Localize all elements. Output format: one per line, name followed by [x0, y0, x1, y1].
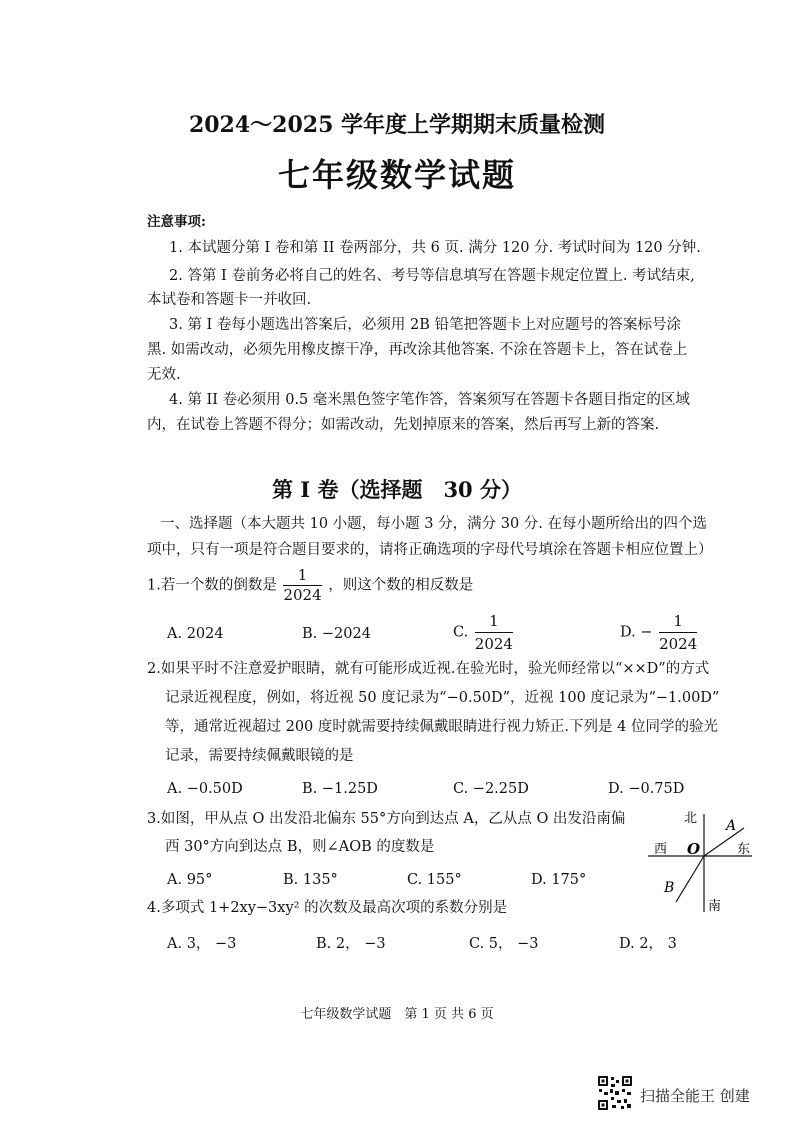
question-2-line-3: 等，通常近视超过 200 度时就需要持续佩戴眼睛进行视力矫正.下列是 4 位同学的验光 — [165, 719, 718, 735]
q1-stem-start: 1.若一个数的倒数是 — [147, 577, 277, 594]
q1-option-c — [453, 612, 515, 653]
fig-east-label: 东 — [737, 842, 751, 857]
section-title: 第 I 卷（选择题 30 分） — [272, 477, 522, 502]
q1-option-c-label: C. — [453, 624, 469, 641]
qr-code-icon — [597, 1075, 633, 1111]
q4-option-d: D. 2， 3 — [619, 936, 677, 952]
page-footer: 七年级数学试题 第 1 页 共 6 页 — [300, 1007, 494, 1022]
q1-fraction — [283, 568, 321, 603]
q4-option-c: C. 5， −3 — [469, 936, 539, 952]
q2-option-d: D. −0.75D — [608, 781, 685, 797]
q2-option-c: C. −2.25D — [453, 781, 529, 797]
q3-option-a: A. 95° — [167, 872, 213, 888]
note-4-line-1: 4. 第 II 卷必须用 0.5 毫米黑色签字笔作答，答案须写在答题卡各题目指定的区域 — [169, 392, 690, 408]
question-2-line-4: 记录，需要持续佩戴眼镜的是 — [165, 748, 354, 764]
q2-option-b: B. −1.25D — [302, 781, 378, 797]
q3-option-d: D. 175° — [531, 872, 587, 888]
note-3-line-1: 3. 第 I 卷每小题选出答案后，必须用 2B 铅笔把答题卡上对应题号的答案标号涂 — [169, 317, 681, 333]
question-2-line-2: 记录近视程度，例如，将近视 50 度记录为“−0.50D”，近视 100 度记录为“−1.00D” — [165, 690, 720, 706]
q3-option-b: B. 135° — [283, 872, 338, 888]
fig-west-label: 西 — [654, 842, 668, 857]
fig-point-b: B — [664, 880, 675, 896]
ray-ob — [676, 856, 704, 902]
question-2-line-1: 2.如果平时不注意爱护眼睛，就有可能形成近视.在验光时，验光师经常以“××D”的方式 — [147, 661, 710, 677]
q1-d-num: 1 — [659, 612, 697, 633]
q1-frac-num: 1 — [283, 568, 321, 586]
note-2-line-1: 2. 答第 I 卷前务必将自己的姓名、考号等信息填写在答题卡规定位置上. 考试结束, — [169, 268, 695, 284]
q1-c-den: 2024 — [474, 635, 513, 653]
question-3-line-1: 3.如图，甲从点 O 出发沿北偏东 55°方向到达点 A，乙从点 O 出发沿南偏 — [147, 811, 626, 827]
q1-d-den: 2024 — [659, 635, 698, 653]
q3-option-c: C. 155° — [407, 872, 462, 888]
section-intro-line-1: 一、选择题（本大题共 10 小题，每小题 3 分，满分 30 分. 在每小题所给出的四个选 — [160, 516, 707, 532]
q1-option-c-fraction — [475, 612, 513, 653]
question-4-stem: 4.多项式 1+2xy−3xy² 的次数及最高次项的系数分别是 — [147, 900, 508, 916]
fig-point-a: A — [726, 818, 737, 834]
q1-option-a: A. 2024 — [167, 626, 224, 642]
q1-option-d-fraction — [659, 612, 697, 653]
exam-title: 2024～2025 学年度上学期期末质量检测 — [188, 112, 606, 138]
q4-option-b: B. 2， −3 — [316, 936, 386, 952]
note-3-line-2: 黑. 如需改动，必须先用橡皮擦干净，再改涂其他答案. 不涂在答题卡上，答在试卷上 — [147, 342, 688, 358]
question-3-line-2: 西 30°方向到达点 B，则∠AOB 的度数是 — [165, 839, 435, 855]
note-3-line-3: 无效. — [147, 367, 181, 383]
q1-c-num: 1 — [475, 612, 513, 633]
note-2-line-2: 本试卷和答题卡一并收回. — [147, 292, 312, 308]
note-1: 1. 本试题分第 I 卷和第 II 卷两部分，共 6 页. 满分 120 分. 考试时间为 120 分钟. — [169, 240, 701, 256]
section-intro-line-2: 项中，只有一项是符合题目要求的，请将正确选项的字母代号填涂在答题卡相应位置上） — [147, 542, 713, 558]
q1-option-d-label: D. − — [620, 624, 653, 641]
q1-frac-den: 2024 — [283, 586, 322, 604]
q1-option-d — [620, 612, 699, 653]
note-4-line-2: 内，在试卷上答题不得分；如需改动，先划掉原来的答案，然后再写上新的答案. — [147, 417, 660, 433]
q4-option-a: A. 3， −3 — [167, 936, 237, 952]
q2-option-a: A. −0.50D — [167, 781, 243, 797]
fig-point-o: O — [687, 840, 701, 858]
compass-figure — [640, 806, 755, 916]
q1-stem-end: ，则这个数的相反数是 — [328, 577, 474, 594]
question-1-stem — [147, 568, 473, 603]
q1-option-b: B. −2024 — [302, 626, 371, 642]
notes-heading: 注意事项: — [147, 214, 206, 230]
fig-south-label: 南 — [708, 899, 722, 914]
paper-title: 七年级数学试题 — [277, 156, 516, 194]
fig-north-label: 北 — [684, 811, 698, 826]
scanner-watermark: 扫描全能王 创建 — [640, 1087, 750, 1105]
